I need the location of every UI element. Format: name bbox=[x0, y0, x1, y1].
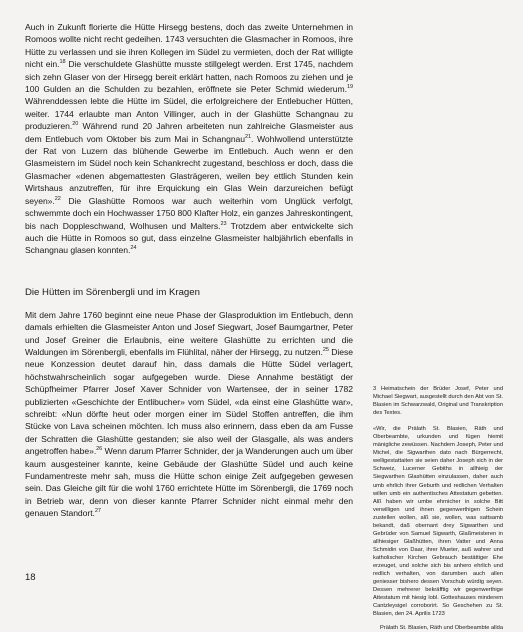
sidebar-caption-column bbox=[373, 385, 503, 632]
footnote-ref: 20 bbox=[72, 121, 79, 128]
page-number: 18 bbox=[25, 572, 36, 583]
main-text-column bbox=[25, 21, 353, 520]
figure-caption: 3 Heimatschein der Brüder Josef, Peter und Michael Siegwart, ausgestellt durch den Abt von St. Blasien im Schwarzwald, Original und Transkription des Textes. bbox=[373, 386, 503, 417]
text-run: Auch in Zukunft florierte die Hütte Hirsegg bestens, doch das zweite Unternehmen in Romoos wollte nicht recht gedeihen. 1743 versuchten die Glasmacher in Romoos, ihre Hütte zu verlassen und sie ihren Kollegen im Südel zu vermieten, doch der Rat willigte nicht ein. bbox=[25, 22, 353, 70]
footnote-ref: 18 bbox=[59, 59, 66, 66]
footnote-ref: 26 bbox=[96, 446, 103, 453]
text-run: Die Glashütte Romoos war auch weiterhin vom Unglück verfolgt, schwemmte doch ein Hochwasser 1750 800 Klafter Holz, ein ganzes Jahreskontingent, bis nach Doppleschwand, Wolhusen und Malters. bbox=[25, 195, 353, 231]
footnote-ref: 22 bbox=[54, 195, 61, 202]
text-run: Mit dem Jahre 1760 beginnt eine neue Phase der Glasproduktion im Entlebuch, denn damals erhielten die Glasmeister Anton und Josef Siegwart, Josef Baumgartner, Peter und Josef Greiner die Erlaubnis, eine weitere Glashütte zu errichten und die Waldungen im Sörenbergli, ebenfalls im Flühlital, näher der Hirsegg, zu nutzen. bbox=[25, 309, 353, 357]
text-run: Trotzdem aber entwickelte sich auch die Hütte in Romoos so gut, dass einzelne Glasmeister halbjährlich ebenfalls in Schangnau glasen konnten. bbox=[25, 220, 353, 256]
text-run: Währenddessen lebte die Hütte im Südel, die erfolgreichere der Entlebucher Hütten, weiter. 1744 erlaubte man Anton Villinger, auch in der Glashütte Schangnau zu produzieren. bbox=[25, 96, 353, 132]
paragraph-romoos bbox=[25, 21, 353, 257]
footnote-ref: 25 bbox=[322, 347, 329, 354]
text-run: Während rund 20 Jahren arbeiteten nun zahlreiche Glasmeister aus dem Entlebuch vom Oktober bis zum Mai in Schangnau bbox=[25, 121, 353, 144]
text-run: Wenn darum Pfarrer Schnider, der ja Wanderungen auch um über kaum ausgesteiner kannte, keine Gebäude der Glashütte Südel und auch keine Fundamentreste mehr sah, muss die Hütte schon einige Zeit aufgegeben gewesen sein. Das Gleiche gilt für die wohl 1760 errichtete Hütte im Sörenbergli, die 1769 noch in Betrieb war, denn von dieser kannte Pfarrer Schnider nicht einmal mehr den genauen Standort. bbox=[25, 446, 353, 519]
footnote-ref: 27 bbox=[94, 508, 101, 515]
text-run: Diese neue Konzession deutet darauf hin, dass damals die Hütte Südel verlagert, höchstwahrscheinlich sogar aufgegeben wurde. Diese Annahme bestätigt der Schüpfheimer Pfarrer Josef Xaver Schnider von Wartensee, der in seiner 1782 publizierten «Geschichte der Entlibucher» vom Südel, «da einst eine Glashütte war», schreibt: «Nun dörfte heut oder morgen einer im Südel Stoffen antreffen, die ihm Stücke von Lava scheinen möchten. Ich muss also erinnern, dass eben da am Fusse der Schratten die Glashütte gestanden; sie also weil der Glasgalle, als was anders angetroffen habe». bbox=[25, 346, 353, 457]
footnote-ref: 19 bbox=[346, 84, 353, 91]
text-run: . Wohlwollend unterstützte der Rat von Luzern das blühende Gewerbe im Entlebuch. Auch wenn er den Glasmeistern im Südel noch kein Schankrecht zugestand, beschloss er doch, dass die Glasmacher «denen abgemattesten Glasträgeren, weilen bey ettlich Stunden kein Wirtshaus anzutreffen, für ihre Erquickung ein Glas Wein darzureichen befügt seyen». bbox=[25, 133, 353, 206]
transcription-text: «Wir, die Prälath St. Blasien, Räth und Oberbeambte, urkunden und fügen hiemit mänigliche zewüssen. Nachdem Joseph, Peter und Michel, die Sigwarthen dato nach Bürgerrecht, welligestattaiten sie seien daher Joseph sich in der Schweiz, Lucerner Gebiths in allhieig der Siegwarthen Glashütten einzulassen, daher auch umb ehrlich ihrer Geburth und redlichen Verhalten willen umb ein authentisches Attestatum gebetten. Alß haben wir umbe ehrnicher in solche Bitt verwilligen und ihnen gegenwerthigen Schein zustellen wollen, alß sie, wollen, was sattsamb bekandt, daß obernant drey Sigwarthen und Gebrüder von Samuel Sigwarth, Glaßmeisteren in allhiesiger Glaßhütten, ihren Vatter und Anna Schmidin von Daar, ihrer Mueter, auß wahrer und katholischer Kirchen Gebrauch bestättiger Ehe erzeuget, und solche sich bis anhero ehrlich und redlich verhalten, von darumben auch allen geniesser bishero dessen Vorschub würdig seyen. Dessen mehrerer bekräfftig wir gegenwerthige Attestatum mit hiesig lobl. Gotteshauses minderem Cantzleysigel corroborirt. So Geschehen zu St. Blasien, den 24. Aprilis 1723 bbox=[373, 426, 503, 618]
paragraph-soerenbergli bbox=[25, 309, 353, 520]
footnote-ref: 23 bbox=[220, 220, 227, 227]
text-run: Die verschuldete Glashütte musste stillgelegt werden. Erst 1745, nachdem sich zehn Glaser von der Hirsegg bereit erklärt hatten, nach Romoos zu ziehen und je 100 Gulden an die Schulden zu bezahlen, eröffnete sie Peter Schmid wiederum. bbox=[25, 59, 353, 95]
transcription-signature: Prälath St. Blasien, Räth und Oberbeambte allda bbox=[380, 625, 503, 632]
footnote-ref: 24 bbox=[130, 245, 137, 252]
footnote-ref: 21 bbox=[245, 133, 252, 140]
section-heading: Die Hütten im Sörenbergli und im Kragen bbox=[25, 286, 200, 298]
